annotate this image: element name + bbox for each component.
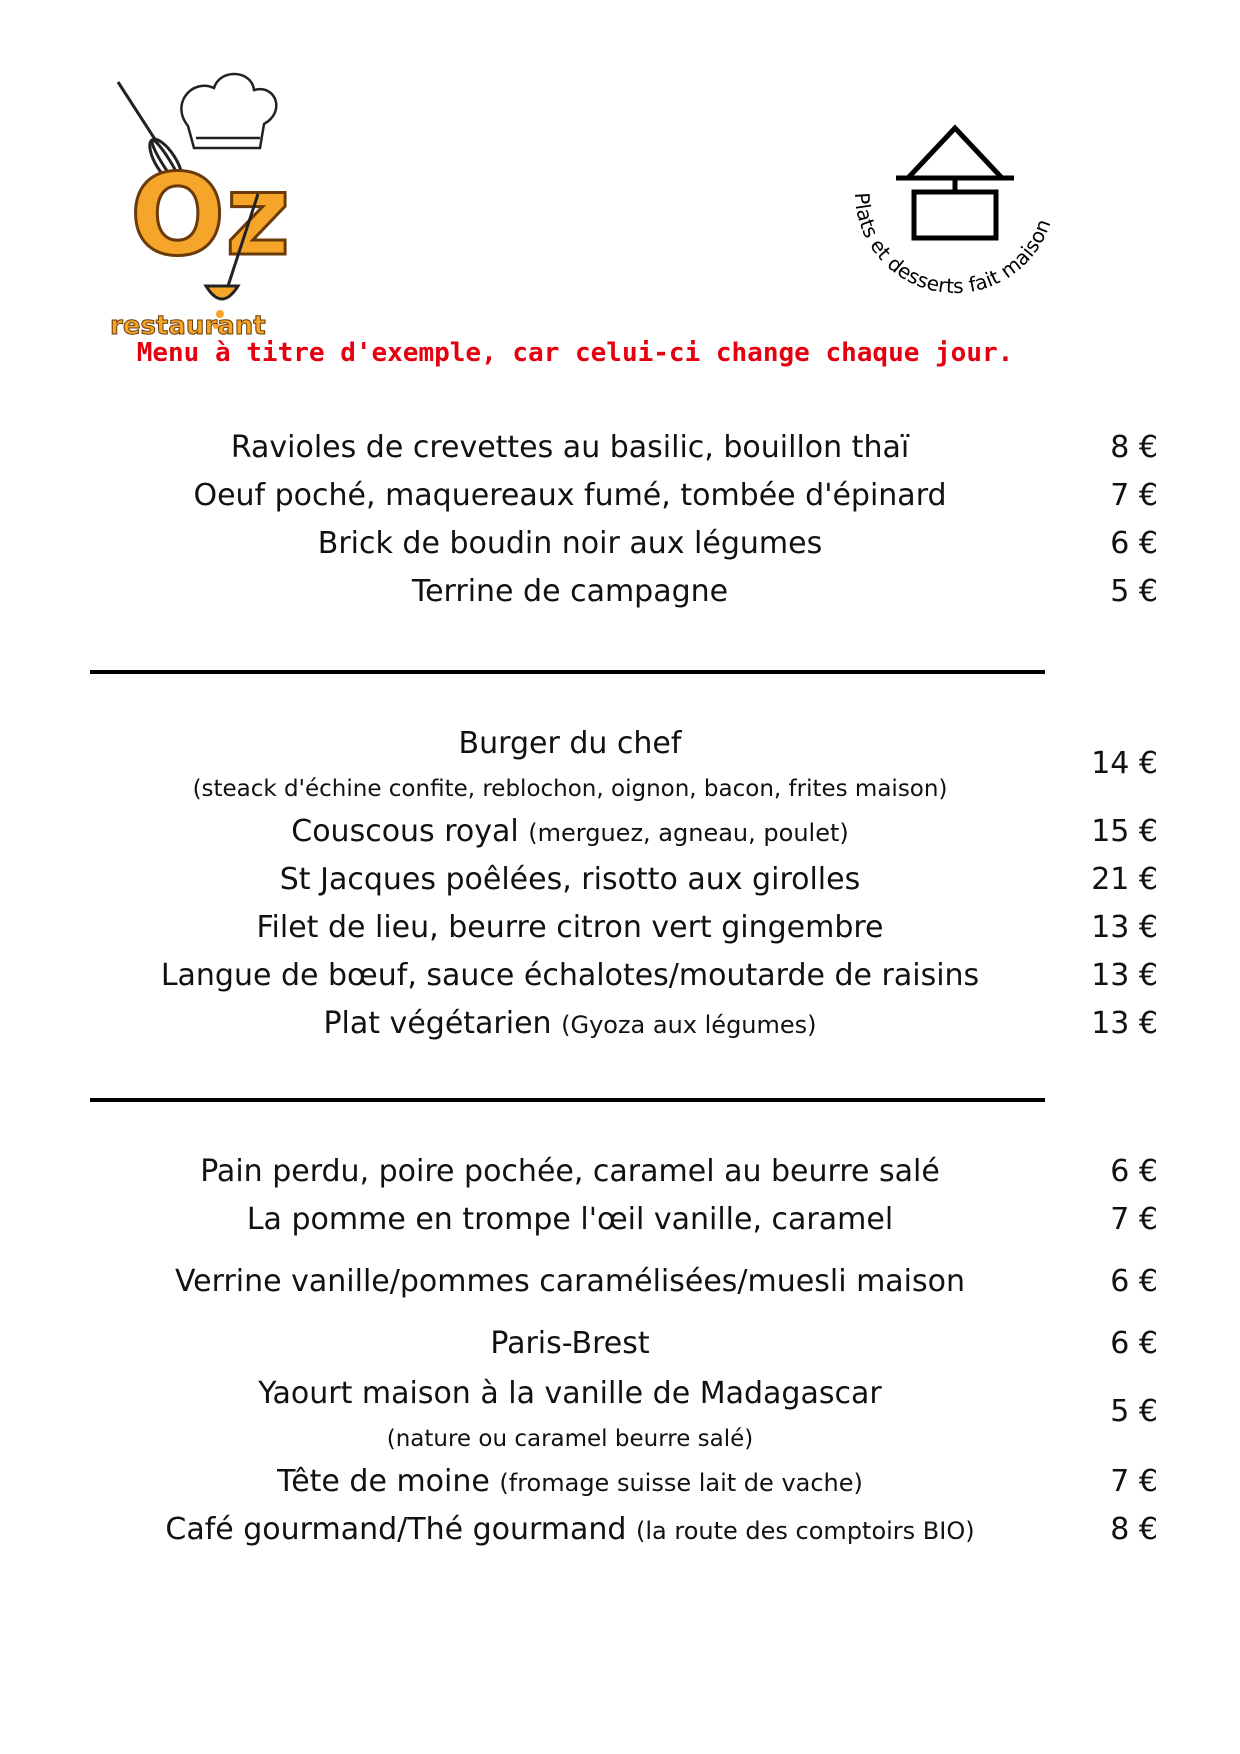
menu-item xyxy=(0,472,1240,520)
dish-description: (nature ou caramel beurre salé) xyxy=(386,1426,754,1452)
menu-item xyxy=(0,1258,1240,1306)
menu-item xyxy=(0,1458,1240,1506)
dish-name: Ravioles de crevettes au basilic, bouillon thaï xyxy=(230,430,910,465)
dish-name: Plat végétarien xyxy=(323,1006,552,1041)
dish-price: 13 € xyxy=(1091,958,1158,993)
dish-name: Tête de moine xyxy=(277,1464,490,1499)
dish-price: 6 € xyxy=(1110,1154,1158,1189)
dish-name: Langue de bœuf, sauce échalotes/moutarde de raisins xyxy=(160,958,980,993)
menu-item xyxy=(0,1148,1240,1196)
dish-name-line xyxy=(90,1000,1050,1049)
dish-price: 8 € xyxy=(1110,1512,1158,1547)
dish-name: Yaourt maison à la vanille de Madagascar xyxy=(258,1376,882,1411)
dish-price: 6 € xyxy=(1110,1264,1158,1299)
dish-price: 7 € xyxy=(1110,1464,1158,1499)
dish-name: Couscous royal xyxy=(291,814,519,849)
menu-item xyxy=(0,1000,1240,1048)
dish-price: 21 € xyxy=(1091,862,1158,897)
menu-item xyxy=(0,856,1240,904)
menu-item xyxy=(0,1320,1240,1368)
dish-name: St Jacques poêlées, risotto aux girolles xyxy=(279,862,861,897)
menu-item xyxy=(0,1506,1240,1554)
dish-name: Terrine de campagne xyxy=(411,574,729,609)
menu-item xyxy=(0,520,1240,568)
dish-note: (Gyoza aux légumes) xyxy=(561,1011,817,1039)
daily-menu-notice: Menu à titre d'exemple, car celui-ci change chaque jour. xyxy=(136,338,1014,368)
menu-item-price-row xyxy=(0,740,1240,788)
dish-name: La pomme en trompe l'œil vanille, caramel xyxy=(246,1202,894,1237)
dish-name: Filet de lieu, beurre citron vert gingembre xyxy=(256,910,884,945)
dish-name-line xyxy=(90,1506,1050,1555)
dish-price: 6 € xyxy=(1110,1326,1158,1361)
dish-note: (fromage suisse lait de vache) xyxy=(499,1469,863,1497)
dish-name-line xyxy=(90,808,1050,857)
dish-name: Paris-Brest xyxy=(490,1326,650,1361)
dish-name: Pain perdu, poire pochée, caramel au beurre salé xyxy=(200,1154,940,1189)
section-divider xyxy=(90,670,1045,674)
dish-name: Brick de boudin noir aux légumes xyxy=(317,526,823,561)
svg-text:Oz: Oz xyxy=(130,151,291,281)
dish-description: (steack d'échine confite, reblochon, oignon, bacon, frites maison) xyxy=(192,776,948,802)
chef-hat-icon xyxy=(181,74,276,148)
menu-item xyxy=(0,904,1240,952)
menu-item xyxy=(0,808,1240,856)
oz-restaurant-logo xyxy=(110,64,320,344)
dish-price: 14 € xyxy=(1091,746,1158,781)
dish-price: 7 € xyxy=(1110,1202,1158,1237)
house-icon xyxy=(896,128,1014,238)
menu-item xyxy=(0,1196,1240,1244)
section-divider xyxy=(90,1098,1045,1102)
dish-name: Verrine vanille/pommes caramélisées/muesli maison xyxy=(174,1264,966,1299)
menu-item xyxy=(0,952,1240,1000)
dish-price: 5 € xyxy=(1110,574,1158,609)
menu-item xyxy=(0,424,1240,472)
svg-text:Plats et desserts fait maison: Plats et desserts fait maison xyxy=(849,191,1056,299)
dish-note: (la route des comptoirs BIO) xyxy=(636,1517,975,1545)
fait-maison-badge-logo xyxy=(830,68,1080,318)
dish-name: Burger du chef xyxy=(458,726,682,761)
dish-note: (merguez, agneau, poulet) xyxy=(528,819,849,847)
menu-item xyxy=(0,568,1240,616)
svg-text:restaurant: restaurant xyxy=(110,311,266,341)
dish-name-line xyxy=(90,1458,1050,1507)
dish-price: 6 € xyxy=(1110,526,1158,561)
dish-name: Oeuf poché, maquereaux fumé, tombée d'épinard xyxy=(193,478,947,513)
dish-price: 7 € xyxy=(1110,478,1158,513)
dish-price: 13 € xyxy=(1091,910,1158,945)
dish-name: Café gourmand/Thé gourmand xyxy=(165,1512,627,1547)
dish-price: 15 € xyxy=(1091,814,1158,849)
dish-price: 8 € xyxy=(1110,430,1158,465)
menu-item-price-row xyxy=(0,1388,1240,1436)
dish-price: 5 € xyxy=(1110,1394,1158,1429)
dish-price: 13 € xyxy=(1091,1006,1158,1041)
